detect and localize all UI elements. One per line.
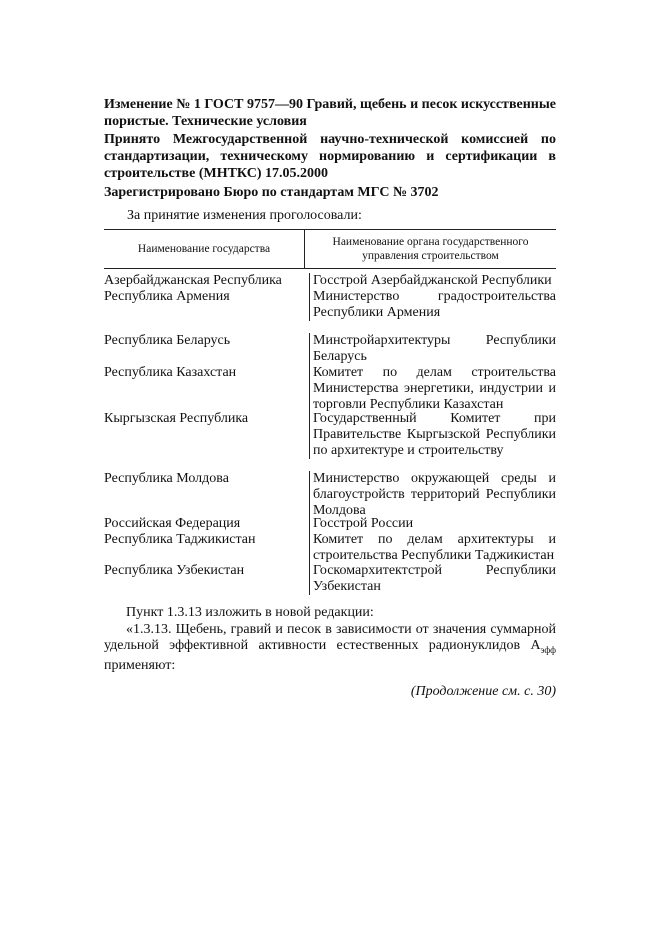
vote-intro: За принятие изменения проголосовали:: [127, 208, 362, 223]
org-name: Госкомархитектстрой Республики Узбекистан: [309, 563, 556, 595]
org-name: Госстрой России: [309, 516, 556, 532]
state-name: Республика Казахстан: [104, 365, 237, 380]
body-paragraph: Пункт 1.3.13 изложить в новой редакции:: [126, 605, 374, 620]
state-name: Республика Узбекистан: [104, 563, 245, 578]
table-header: [104, 229, 556, 269]
state-name: Республика Таджикистан: [104, 532, 256, 547]
state-name: Республика Беларусь: [104, 333, 231, 348]
org-name: Госстрой Азербайджанской Республики: [309, 273, 556, 289]
state-name: Азербайджанская Республика: [104, 273, 282, 288]
org-name: Министерство окружающей среды и благоустройств территорий Республики Молдова: [309, 471, 556, 519]
body-paragraph: [104, 622, 556, 674]
org-name: Государственный Комитет при Правительстве Кыргызской Республики по архитектуре и строительству: [309, 411, 556, 459]
org-name: Министерство градостроительства Республики Армения: [309, 289, 556, 321]
org-name: Минстройархитектуры Республики Беларусь: [309, 333, 556, 365]
org-name: Комитет по делам архитектуры и строительства Республики Таджикистан: [309, 532, 556, 564]
paragraph-text: «1.3.13. Щебень, гравий и песок в зависимости от значения суммарной удельной эффективной активности естественных радионуклидов А: [104, 622, 556, 653]
state-name: Кыргызская Республика: [104, 411, 249, 426]
continuation-note: (Продолжение см. с. 30): [410, 684, 556, 699]
state-name: Республика Армения: [104, 289, 230, 304]
header-state: Наименование государства: [137, 243, 271, 255]
subscript: эфф: [540, 644, 556, 655]
state-name: Республика Молдова: [104, 471, 229, 486]
document-title: Изменение № 1 ГОСТ 9757—90 Гравий, щебень и песок искусственные пористые. Технические условия: [104, 97, 556, 129]
state-name: Российская Федерация: [104, 516, 241, 531]
registration-statement: Зарегистрировано Бюро по стандартам МГС № 3702: [104, 185, 439, 200]
adoption-statement: Принято Межгосударственной научно-технической комиссией по стандартизации, техническому нормированию и сертификации в строительстве (МНТКС) 17.05.2000: [104, 132, 556, 181]
paragraph-end: применяют:: [104, 657, 176, 673]
org-name: Комитет по делам строительства Министерства энергетики, индустрии и торговли Республики Казахстан: [309, 365, 556, 413]
header-org: Наименование органа государственного управления строительством: [332, 236, 529, 262]
